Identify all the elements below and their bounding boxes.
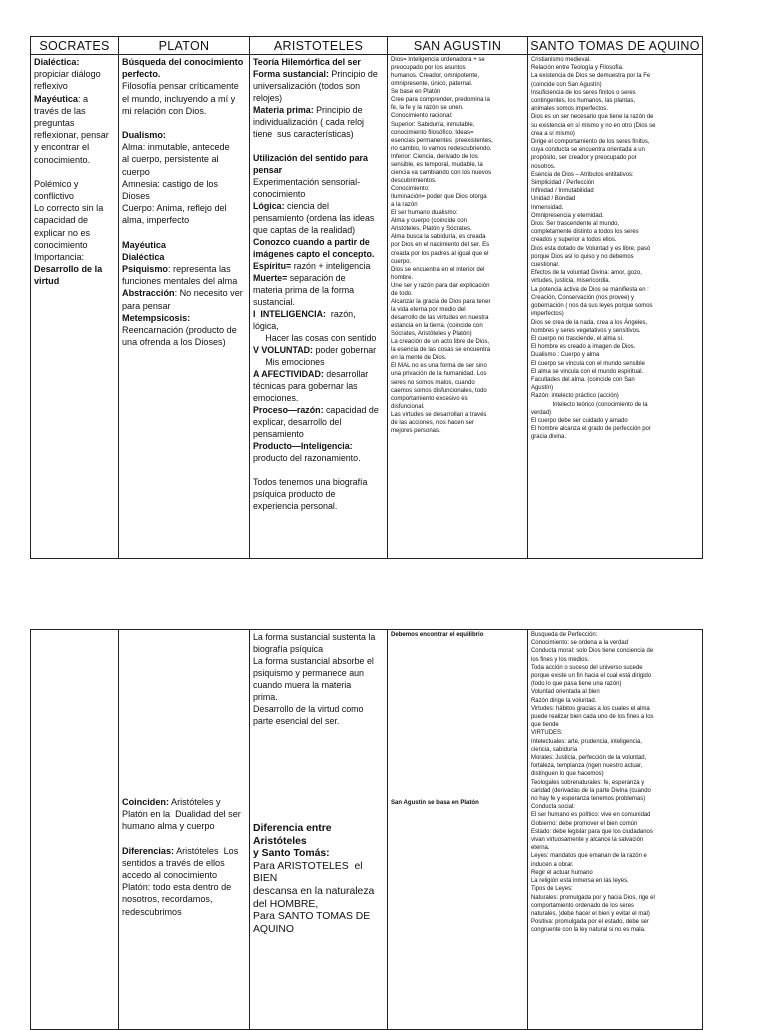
cell-san-agustin (388, 55, 528, 559)
text-line: Producto—Inteligencia: (253, 441, 353, 451)
text-line: y encontrar el (34, 142, 90, 153)
text-line: Polémico y (34, 178, 79, 189)
text-line: Dioses (122, 191, 150, 202)
text-line (122, 833, 246, 845)
text-line: Desarrollo de la virtud como (253, 704, 364, 714)
text-line: Naturales: promulgada por y hacia Dios, rige el (531, 894, 655, 901)
text-line: Importancia: (34, 252, 85, 263)
text-line: conflictivo (34, 191, 74, 202)
text-line: El hombre alcanza el grado de perfección por (531, 426, 651, 433)
text-line: Mayéutica (122, 239, 166, 250)
text-line: Toda acción o suceso del universo sucede (531, 664, 643, 671)
agustin-balance: Debemos encontrar el equilibrio (391, 632, 484, 638)
text-line: caemos somos disfuncionales, todo (391, 387, 487, 394)
text-line: naturales, )debe hacer el bien y evitar el mal) (531, 910, 650, 917)
text-line: Mayéutica: a (34, 93, 89, 104)
text-line: preguntas (34, 118, 75, 129)
text-line: accedo al conocimiento (122, 870, 218, 881)
text-line: completamente distinto a todos los seres (531, 229, 639, 236)
text-line: Alcanzar la gracia de Dios para tener (391, 298, 491, 305)
text-line: Conozco cuando a partir de (253, 237, 370, 247)
platon-comparison (122, 796, 246, 918)
text-line: Efectos de la voluntad Divina: amor, gozo, (531, 270, 642, 277)
text-line: comportamiento excesivo es (391, 395, 468, 402)
text-line: los fines y los medios. (531, 656, 590, 663)
text-line (34, 166, 115, 178)
header-santo-tomas: SANTO TOMAS DE AQUINO (528, 37, 703, 55)
text-line: La creación de un acto libre de Dios, (391, 339, 490, 346)
text-line: Aristóteles, Platón y Sócrates. (391, 226, 472, 233)
text-line: Estado: debe legislar para que los ciudadanos (531, 828, 653, 835)
text-line: virtudes, justicia, misericordia. (531, 278, 611, 285)
text-line: Inferior: Ciencia, derivado de los (391, 153, 478, 160)
text-line: del HOMBRE, (253, 898, 319, 910)
text-line: distinguen lo que hacemos) (531, 771, 604, 778)
text-line: Psiquismo: representa las (122, 264, 231, 275)
text-line: Abstracción: No necesito ver (122, 288, 243, 299)
text-line: Alma: inmutable, antecede (122, 142, 230, 153)
cell-aristoteles (250, 55, 388, 559)
text-line: Dialéctica (122, 251, 165, 262)
philosophers-table-bottom (30, 629, 703, 1030)
text-line: conocimiento. (34, 154, 91, 165)
text-line: nosotros, recordamos, (122, 894, 213, 905)
text-line: Muerte= separación de (253, 273, 346, 283)
text-line: explicar no es (34, 227, 91, 238)
text-line: puede realizar bien cada uno de los fines a los (531, 714, 654, 721)
text-line: técnicas para gobernar las (253, 381, 358, 391)
text-line: virtud (34, 276, 60, 287)
text-line: emociones. (253, 393, 299, 403)
header-platon: PLATON (119, 37, 250, 55)
text-line: Intelectuales: arte, prudencia, inteligencia, (531, 738, 642, 745)
text-line: La forma sustancial absorbe el (253, 656, 374, 666)
text-line: no hay fe y esperanza tenemos problemas) (531, 796, 646, 803)
text-line: El MAL no es una forma de ser sino (391, 363, 487, 370)
text-line: Coinciden: Aristóteles y (122, 797, 221, 807)
text-line: seres no somos malos, cuando (391, 379, 475, 386)
text-line: Positiva: promulgada por el estado, debe ser (531, 919, 649, 926)
aristoteles-difference (253, 823, 384, 936)
text-line: hombre. (391, 274, 414, 281)
text-line: verdad) (531, 409, 552, 416)
text-line: mejores personas. (391, 427, 441, 434)
text-line: Espíritu= razón + inteligencia (253, 261, 371, 271)
text-line: Amnesia: castigo de los (122, 178, 219, 189)
text-line: Relación entre Teología y Filosofía. (531, 65, 624, 72)
text-line: porque Dios así lo quiso y no debemos (531, 253, 634, 260)
text-line: Intelecto teórico (conocimiento de la (531, 401, 648, 408)
text-line: Conocimiento racional: (391, 113, 453, 120)
text-line: alma, imperfecto (122, 215, 190, 226)
text-line: propiciar diálogo (34, 69, 101, 80)
text-line: funciones mentales del alma (122, 276, 238, 287)
text-line: psíquica producto de (253, 489, 336, 499)
text-line: fe, la fe y la razón se unen. (391, 105, 464, 112)
text-line: Agustín) (531, 385, 554, 392)
text-line: conocimiento filosófico. Ideas= (391, 129, 474, 136)
text-line: prima. (253, 692, 278, 702)
text-line: contingentes, los humanos, las plantas, (531, 98, 635, 105)
text-line: creados y superior a todos ellos. (531, 237, 617, 244)
text-line: individualización ( cada reloj (253, 117, 364, 127)
text-line: en la mente de Dios. (391, 355, 447, 362)
text-line: vivan virtuosamente y alcance la salvación (531, 837, 644, 844)
text-line: Mis emociones (253, 357, 325, 367)
text-line: de todo. (391, 290, 413, 297)
text-line: que captas de la realidad) (253, 225, 356, 235)
text-line (253, 464, 384, 476)
header-socrates: SOCRATES (31, 37, 119, 55)
text-line: Morales: Justicia, perfección de la voluntad, (531, 755, 647, 762)
text-line: Forma sustancial: Principio de (253, 69, 378, 79)
text-line: Conocimiento: (391, 186, 430, 192)
text-line: universalización (todos son (253, 81, 361, 91)
header-row (31, 37, 703, 55)
text-line: perfecto. (122, 69, 161, 80)
text-line: Busqueda de Perfección: (531, 632, 598, 638)
text-line: Voluntad orientada al bien (531, 689, 600, 696)
text-line: la esencia de las cosas se encuentra (391, 347, 491, 354)
text-line: VIRTUDES: (531, 730, 563, 737)
text-line: gracia divina. (531, 434, 566, 441)
text-line: Omnipresencia y eternidad. (531, 212, 604, 219)
cell-san-agustin-2 (388, 630, 528, 1030)
text-line: Alma busca la sabiduría, es creada (391, 234, 486, 241)
text-line: animales somos imperfectos. (531, 106, 608, 113)
text-line: La existencia de Dios se demuestra por la Fe (531, 73, 651, 80)
text-line: para pensar (122, 300, 171, 311)
text-line: Cristianismo medieval. (531, 57, 591, 63)
text-line: caridad (derivadas de la parte Divina (cuando (531, 787, 651, 794)
text-line: Alma y cuerpo (coincide con (391, 218, 467, 225)
philosophers-table-top (30, 36, 703, 559)
content-row (31, 55, 703, 559)
text-line: Insuficiencia de los seres finitos o seres (531, 89, 636, 96)
text-line: Teologales sobrenaturales: fe, esperanza y (531, 779, 645, 786)
text-line: Conducta social: (531, 804, 575, 811)
text-line: sentidos a través de ellos (122, 857, 225, 868)
text-line: descansa en la naturaleza (253, 885, 375, 897)
text-line: creada por los padres al igual que el (391, 250, 489, 257)
text-line: nosotros. (531, 163, 556, 170)
text-line: descubrimientos. (391, 177, 437, 184)
text-line: imperfectos) (531, 311, 564, 318)
text-line: ciencia, sabiduría (531, 746, 578, 753)
text-line: humanos. Creador, omnipotente, (391, 73, 480, 80)
text-line: Razón dirige la voluntad. (531, 697, 597, 704)
text-line: cuestionar. (531, 262, 560, 269)
text-line: propósito, ser creador y preocupado por (531, 155, 637, 162)
text-line: reflexionar, pensar (34, 130, 109, 141)
text-line: Para SANTO TOMAS DE (253, 911, 371, 923)
text-line: Cree para comprender, predomina la (391, 97, 490, 104)
text-line: la vida eterna por medio del (391, 306, 466, 313)
text-line: cuerpo. (391, 258, 412, 265)
text-line: y Santo Tomás: (253, 848, 330, 860)
text-line: eterna. (531, 845, 550, 852)
text-line: explicar, desarrollo del (253, 417, 342, 427)
text-line: (coincide con San Agustín) (531, 81, 602, 88)
text-line: sensible, es temporal, mudable, la (391, 161, 483, 168)
text-line: no cambio, lo vamos redescubriendo. (391, 145, 492, 152)
text-line: estancia en la tierra. (coincide con (391, 323, 483, 330)
text-line: Reencarnación (producto de (122, 325, 237, 336)
text-line: congruente con la ley natural si no es mala. (531, 927, 646, 934)
text-line: El cuerpo no trasciende, el alma sí. (531, 335, 624, 342)
text-line: por Dios en el nacimiento del ser. Es (391, 242, 490, 249)
text-line (253, 140, 384, 152)
text-line: Lógica: ciencia del (253, 201, 329, 211)
text-line (122, 227, 246, 239)
text-line: Simplicidad / Perfección (531, 180, 595, 187)
text-line: redescubrimos (122, 906, 182, 917)
text-line: humano alma y cuerpo (122, 821, 215, 832)
agustin-platon-note: San Agustín se basa en Platón (391, 800, 479, 807)
text-line: A AFECTIVIDAD: desarrollar (253, 369, 369, 379)
text-line: conocimiento (253, 189, 306, 199)
text-line: Infinidad / Inmutabilidad (531, 188, 594, 195)
text-line: Esencia de Dios – Atributos entitativos: (531, 171, 634, 178)
header-san-agustin: SAN AGUSTIN (388, 37, 528, 55)
text-line: Para ARISTOTELES el BIEN (253, 860, 366, 885)
text-line: experiencia personal. (253, 501, 338, 511)
text-line: pensamiento (ordena las ideas (253, 213, 375, 223)
text-line: El alma se vincula con el mundo espiritual. (531, 368, 644, 375)
text-line: Hacer las cosas con sentido (253, 333, 377, 343)
text-line: Platón en la Dualidad del ser (122, 809, 241, 820)
text-line: Lo correcto sin la (34, 203, 104, 214)
text-line: cuya conducta se encuentra orientada a un (531, 147, 645, 154)
text-line: desarrollo de las virtudes en nuestra (391, 315, 489, 321)
text-line: Tipos de Leyes: (531, 886, 573, 893)
text-line: AQUINO (253, 923, 294, 935)
text-line: Las virtudes se desarrollan a través (391, 411, 487, 418)
text-line: inducen a obrar. (531, 861, 574, 868)
text-line: Desarrollo de la (34, 264, 103, 275)
cell-santo-tomas-2 (528, 630, 703, 1030)
text-line: reflexivo (34, 81, 68, 92)
text-line: crea a sí mismo) (531, 130, 575, 137)
text-line: capacidad de (34, 215, 89, 226)
text-line: Conocimiento: se ordena a la verdad (531, 640, 629, 647)
text-line: Dios: Ser trascendente al mundo, (531, 221, 620, 228)
text-line: Dios se crea de la nada, crea a los Ángeles, (531, 319, 648, 326)
text-line: al cuerpo, persistente al (122, 154, 219, 165)
text-line: porque existe un fin hacia el cual está dirigido (531, 673, 652, 680)
text-line: esencias permanentes preexistentes, (391, 137, 493, 144)
text-line: disfuncional. (391, 403, 425, 410)
text-line: pensamiento (253, 429, 304, 439)
text-line: (todo lo que pasa tiene una razón) (531, 681, 622, 688)
text-line: Dios esta dotado de Voluntad y es libre, pasó (531, 245, 651, 252)
text-line: omnipresente, único, paternal. (391, 81, 473, 88)
text-line: Diferencias: Aristóteles Los (122, 845, 239, 856)
text-line: una privación de la humanidad. Los (391, 371, 487, 378)
text-line: Dialéctica: (34, 57, 80, 67)
cell-platon-2 (119, 630, 250, 1030)
text-line: Leyes: mandatos que emanan de la razón e (531, 853, 647, 860)
text-line: Inmensidad. (531, 204, 564, 211)
aristoteles-top-text (253, 631, 384, 727)
text-line: fortaleza, templanza (rigen nuestro actuar, (531, 763, 643, 770)
text-line: Teoría Hilemórfica del ser (253, 57, 361, 67)
text-line: El cuerpo debe ser cuidado y amado (531, 417, 628, 424)
text-line: La forma sustancial sustenta la (253, 632, 376, 642)
text-line: Superior: Sabiduría, inmutable, (391, 121, 475, 128)
text-line: materia prima de la forma (253, 285, 355, 295)
text-line: Razón: intelecto práctico (acción) (531, 393, 619, 400)
text-line: Búsqueda del conocimiento (122, 57, 244, 67)
text-line: gobernación ( nos da sus leyes porque somos (531, 303, 653, 310)
text-line: Proceso—razón: capacidad de (253, 405, 379, 415)
text-line: Virtudes: hábitos gracias a los cuales el alma (531, 705, 650, 712)
cell-platon (119, 55, 250, 559)
text-line: Dios= Inteligencia ordenadora + se (391, 57, 485, 63)
text-line: El cuerpo se vincula con el mundo sensible (531, 360, 645, 367)
text-line: Dios es un ser necesario que tiene la razón de (531, 114, 654, 121)
text-line: Dios se encuentra en el interior del (391, 266, 485, 273)
text-line: Diferencia entre Aristóteles (253, 823, 335, 847)
text-line: Iluminación= poder que Dios otorga (391, 194, 487, 201)
text-line: Facultades del alma. (coincide con San (531, 376, 635, 383)
cell-socrates (31, 55, 119, 559)
content-row-2 (31, 630, 703, 1030)
text-line: Cuerpo: Anima, reflejo del (122, 203, 227, 214)
text-line: mi relación con Dios. (122, 105, 207, 116)
text-line: a la razón (391, 202, 418, 209)
text-line: su existencia en sí mismo y no en otro (Dios se (531, 122, 656, 129)
text-line: Se base en Platón (391, 89, 441, 96)
text-line: una ofrenda a los Dioses) (122, 337, 226, 348)
text-line: El ser humano es político: vive en comunidad (531, 812, 651, 819)
text-line: Todos tenemos una biografía (253, 477, 368, 487)
text-line: conocimiento (34, 239, 88, 250)
text-line: Metempsicosis: (122, 312, 191, 323)
text-line: Filosofía pensar críticamente (122, 81, 239, 92)
text-line: cuando muera la materia (253, 680, 352, 690)
text-line: imágenes capto el concepto. (253, 249, 375, 259)
cell-santo-tomas (528, 55, 703, 559)
text-line: Gobierno: debe promover el bien común (531, 820, 638, 827)
text-line: pensar (253, 165, 283, 175)
text-line: parte esencial del ser. (253, 716, 340, 726)
text-line: relojes) (253, 93, 283, 103)
text-line: que tiende (531, 722, 559, 729)
text-line: Utilización del sentido para (253, 153, 368, 163)
text-line: La potencia activa de Dios se manifiesta en : (531, 286, 649, 293)
text-line: I INTELIGENCIA: razón, (253, 309, 356, 319)
text-line (122, 117, 246, 129)
text-line: psiquismo y permanece aun (253, 668, 364, 678)
cell-aristoteles-2 (250, 630, 388, 1030)
text-line: La religión está inmersa en las leyes. (531, 878, 629, 885)
header-aristoteles: ARISTOTELES (250, 37, 388, 55)
text-line: lógica, (253, 321, 279, 331)
text-line: comportamiento ordenado de los seres (531, 902, 634, 909)
text-line: Dualismo: (122, 130, 166, 141)
text-line: sustancial. (253, 297, 295, 307)
text-line: El hombre es creado a imagen de Dios. (531, 344, 636, 351)
text-line: Materia prima: Principio de (253, 105, 363, 115)
text-line: Sócrates, Aristóteles y Platón) (391, 331, 472, 338)
text-line: preocupado por los asuntos (391, 65, 466, 72)
text-line: través de las (34, 105, 86, 116)
text-line: biografía psíquica (253, 644, 324, 654)
text-line: Dualismo : Cuerpo y alma (531, 352, 600, 359)
text-line: tiene sus características) (253, 129, 354, 139)
text-line: El ser humano dualismo: (391, 210, 458, 217)
text-line: V VOLUNTAD: poder gobernar (253, 345, 377, 355)
text-line: Une ser y razón para dar explicación (391, 282, 490, 289)
text-line: Unidad / Bondad (531, 196, 576, 203)
text-line: ciencia va cambiando con los nuevos (391, 169, 492, 176)
text-line: cuerpo (122, 166, 150, 177)
text-line: Regir el actuar humano (531, 869, 593, 876)
text-line: Dirige el comportamiento de los seres finitos, (531, 139, 650, 146)
text-line: Experimentación sensorial- (253, 177, 361, 187)
cell-socrates-2 (31, 630, 119, 1030)
text-line: Conducta moral: solo Dios tiene conciencia de (531, 648, 654, 655)
text-line: de las acciones, nos hacen ser (391, 419, 475, 426)
text-line: producto del razonamiento. (253, 453, 361, 463)
text-line: hombres y seres vegetativos y sensitivos. (531, 327, 641, 334)
text-line: Platón: todo esta dentro de (122, 882, 232, 893)
text-line: Creación, Conservación (nos provee) y (531, 294, 634, 301)
text-line: el mundo, incluyendo a mí y (122, 93, 236, 104)
